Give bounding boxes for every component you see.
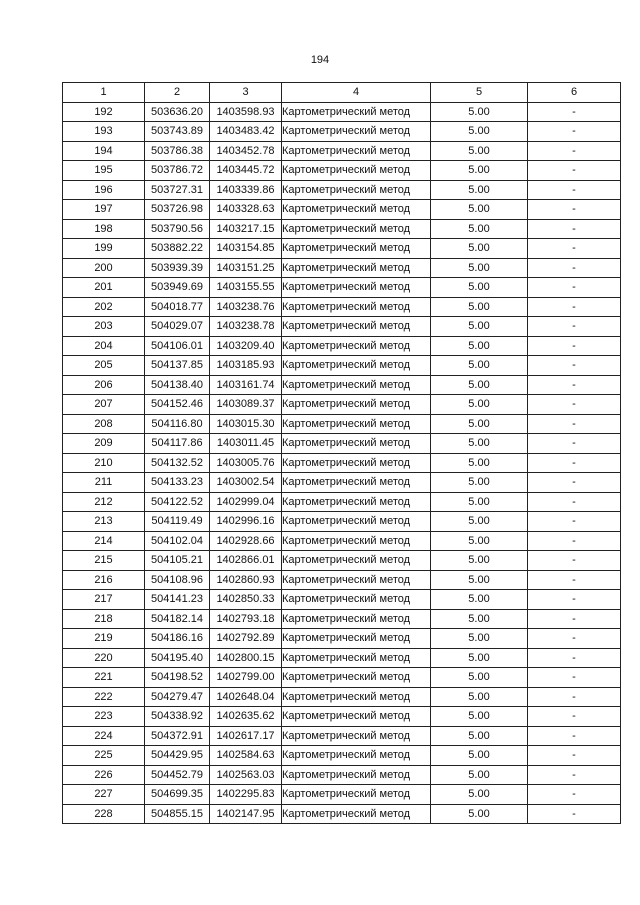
table-row xyxy=(63,375,621,395)
method-cell: Картометрический метод xyxy=(282,687,431,707)
point-number-cell: 225 xyxy=(63,746,145,766)
x-coordinate-cell: 504018.77 xyxy=(145,297,210,317)
method-cell: Картометрический метод xyxy=(282,239,431,259)
table-row xyxy=(63,434,621,454)
x-coordinate-cell: 504699.35 xyxy=(145,785,210,805)
point-number-cell: 196 xyxy=(63,180,145,200)
x-coordinate-cell: 504138.40 xyxy=(145,375,210,395)
method-cell: Картометрический метод xyxy=(282,590,431,610)
y-coordinate-cell: 1402295.83 xyxy=(210,785,282,805)
y-coordinate-cell: 1402584.63 xyxy=(210,746,282,766)
method-cell: Картометрический метод xyxy=(282,551,431,571)
x-coordinate-cell: 504133.23 xyxy=(145,473,210,493)
point-number-cell: 215 xyxy=(63,551,145,571)
accuracy-cell: 5.00 xyxy=(431,297,528,317)
point-number-cell: 210 xyxy=(63,453,145,473)
note-cell: - xyxy=(528,239,621,259)
point-number-cell: 211 xyxy=(63,473,145,493)
accuracy-cell: 5.00 xyxy=(431,395,528,415)
method-cell: Картометрический метод xyxy=(282,336,431,356)
note-cell: - xyxy=(528,278,621,298)
note-cell: - xyxy=(528,200,621,220)
point-number-cell: 212 xyxy=(63,492,145,512)
accuracy-cell: 5.00 xyxy=(431,804,528,824)
table-row xyxy=(63,239,621,259)
point-number-cell: 202 xyxy=(63,297,145,317)
y-coordinate-cell: 1403339.86 xyxy=(210,180,282,200)
note-cell: - xyxy=(528,434,621,454)
accuracy-cell: 5.00 xyxy=(431,512,528,532)
method-cell: Картометрический метод xyxy=(282,434,431,454)
table-row xyxy=(63,336,621,356)
method-cell: Картометрический метод xyxy=(282,219,431,239)
x-coordinate-cell: 503790.56 xyxy=(145,219,210,239)
table-row xyxy=(63,551,621,571)
table-row xyxy=(63,317,621,337)
note-cell: - xyxy=(528,512,621,532)
x-coordinate-cell: 504141.23 xyxy=(145,590,210,610)
x-coordinate-cell: 504137.85 xyxy=(145,356,210,376)
x-coordinate-cell: 503882.22 xyxy=(145,239,210,259)
note-cell: - xyxy=(528,414,621,434)
x-coordinate-cell: 504122.52 xyxy=(145,492,210,512)
note-cell: - xyxy=(528,395,621,415)
point-number-cell: 213 xyxy=(63,512,145,532)
method-cell: Картометрический метод xyxy=(282,512,431,532)
accuracy-cell: 5.00 xyxy=(431,258,528,278)
x-coordinate-cell: 503786.38 xyxy=(145,141,210,161)
table-row xyxy=(63,473,621,493)
note-cell: - xyxy=(528,707,621,727)
method-cell: Картометрический метод xyxy=(282,707,431,727)
table-body xyxy=(63,102,621,824)
method-cell: Картометрический метод xyxy=(282,414,431,434)
table-header-row xyxy=(63,83,621,103)
y-coordinate-cell: 1403483.42 xyxy=(210,122,282,142)
accuracy-cell: 5.00 xyxy=(431,356,528,376)
table-row xyxy=(63,804,621,824)
note-cell: - xyxy=(528,180,621,200)
method-cell: Картометрический метод xyxy=(282,648,431,668)
note-cell: - xyxy=(528,258,621,278)
accuracy-cell: 5.00 xyxy=(431,180,528,200)
x-coordinate-cell: 504106.01 xyxy=(145,336,210,356)
column-header: 6 xyxy=(528,83,621,103)
table-row xyxy=(63,629,621,649)
x-coordinate-cell: 504102.04 xyxy=(145,531,210,551)
table-row xyxy=(63,356,621,376)
accuracy-cell: 5.00 xyxy=(431,141,528,161)
y-coordinate-cell: 1402793.18 xyxy=(210,609,282,629)
accuracy-cell: 5.00 xyxy=(431,785,528,805)
point-number-cell: 192 xyxy=(63,102,145,122)
point-number-cell: 209 xyxy=(63,434,145,454)
x-coordinate-cell: 504182.14 xyxy=(145,609,210,629)
y-coordinate-cell: 1403238.78 xyxy=(210,317,282,337)
y-coordinate-cell: 1403452.78 xyxy=(210,141,282,161)
note-cell: - xyxy=(528,102,621,122)
note-cell: - xyxy=(528,687,621,707)
y-coordinate-cell: 1403002.54 xyxy=(210,473,282,493)
table-row xyxy=(63,531,621,551)
coordinates-table xyxy=(62,82,621,824)
point-number-cell: 206 xyxy=(63,375,145,395)
note-cell: - xyxy=(528,141,621,161)
y-coordinate-cell: 1403217.15 xyxy=(210,219,282,239)
column-header: 3 xyxy=(210,83,282,103)
method-cell: Картометрический метод xyxy=(282,297,431,317)
method-cell: Картометрический метод xyxy=(282,180,431,200)
y-coordinate-cell: 1402147.95 xyxy=(210,804,282,824)
y-coordinate-cell: 1403015.30 xyxy=(210,414,282,434)
note-cell: - xyxy=(528,765,621,785)
y-coordinate-cell: 1402799.00 xyxy=(210,668,282,688)
method-cell: Картометрический метод xyxy=(282,141,431,161)
x-coordinate-cell: 504108.96 xyxy=(145,570,210,590)
point-number-cell: 197 xyxy=(63,200,145,220)
column-header: 2 xyxy=(145,83,210,103)
table-row xyxy=(63,590,621,610)
method-cell: Картометрический метод xyxy=(282,375,431,395)
accuracy-cell: 5.00 xyxy=(431,219,528,239)
x-coordinate-cell: 504372.91 xyxy=(145,726,210,746)
table-row xyxy=(63,297,621,317)
y-coordinate-cell: 1403185.93 xyxy=(210,356,282,376)
accuracy-cell: 5.00 xyxy=(431,278,528,298)
accuracy-cell: 5.00 xyxy=(431,629,528,649)
method-cell: Картометрический метод xyxy=(282,668,431,688)
table-row xyxy=(63,278,621,298)
method-cell: Картометрический метод xyxy=(282,161,431,181)
point-number-cell: 228 xyxy=(63,804,145,824)
note-cell: - xyxy=(528,297,621,317)
point-number-cell: 207 xyxy=(63,395,145,415)
x-coordinate-cell: 504119.49 xyxy=(145,512,210,532)
accuracy-cell: 5.00 xyxy=(431,122,528,142)
table-row xyxy=(63,765,621,785)
point-number-cell: 217 xyxy=(63,590,145,610)
y-coordinate-cell: 1403154.85 xyxy=(210,239,282,259)
table-row xyxy=(63,453,621,473)
table-row xyxy=(63,180,621,200)
x-coordinate-cell: 504116.80 xyxy=(145,414,210,434)
accuracy-cell: 5.00 xyxy=(431,336,528,356)
x-coordinate-cell: 503949.69 xyxy=(145,278,210,298)
table-row xyxy=(63,785,621,805)
y-coordinate-cell: 1403445.72 xyxy=(210,161,282,181)
table-row xyxy=(63,668,621,688)
accuracy-cell: 5.00 xyxy=(431,726,528,746)
table-row xyxy=(63,648,621,668)
x-coordinate-cell: 504195.40 xyxy=(145,648,210,668)
accuracy-cell: 5.00 xyxy=(431,609,528,629)
page-number: 194 xyxy=(310,54,330,66)
method-cell: Картометрический метод xyxy=(282,200,431,220)
y-coordinate-cell: 1402792.89 xyxy=(210,629,282,649)
method-cell: Картометрический метод xyxy=(282,317,431,337)
accuracy-cell: 5.00 xyxy=(431,473,528,493)
accuracy-cell: 5.00 xyxy=(431,687,528,707)
point-number-cell: 222 xyxy=(63,687,145,707)
y-coordinate-cell: 1403011.45 xyxy=(210,434,282,454)
point-number-cell: 194 xyxy=(63,141,145,161)
table-row xyxy=(63,609,621,629)
note-cell: - xyxy=(528,161,621,181)
y-coordinate-cell: 1402635.62 xyxy=(210,707,282,727)
method-cell: Картометрический метод xyxy=(282,804,431,824)
note-cell: - xyxy=(528,648,621,668)
point-number-cell: 224 xyxy=(63,726,145,746)
x-coordinate-cell: 504429.95 xyxy=(145,746,210,766)
method-cell: Картометрический метод xyxy=(282,765,431,785)
method-cell: Картометрический метод xyxy=(282,356,431,376)
method-cell: Картометрический метод xyxy=(282,609,431,629)
note-cell: - xyxy=(528,473,621,493)
y-coordinate-cell: 1402928.66 xyxy=(210,531,282,551)
x-coordinate-cell: 503727.31 xyxy=(145,180,210,200)
method-cell: Картометрический метод xyxy=(282,531,431,551)
accuracy-cell: 5.00 xyxy=(431,590,528,610)
table-row xyxy=(63,746,621,766)
x-coordinate-cell: 503786.72 xyxy=(145,161,210,181)
y-coordinate-cell: 1402999.04 xyxy=(210,492,282,512)
point-number-cell: 221 xyxy=(63,668,145,688)
accuracy-cell: 5.00 xyxy=(431,746,528,766)
y-coordinate-cell: 1403155.55 xyxy=(210,278,282,298)
point-number-cell: 227 xyxy=(63,785,145,805)
point-number-cell: 226 xyxy=(63,765,145,785)
table-row xyxy=(63,512,621,532)
point-number-cell: 195 xyxy=(63,161,145,181)
x-coordinate-cell: 504105.21 xyxy=(145,551,210,571)
table-row xyxy=(63,570,621,590)
y-coordinate-cell: 1402563.03 xyxy=(210,765,282,785)
note-cell: - xyxy=(528,590,621,610)
y-coordinate-cell: 1402866.01 xyxy=(210,551,282,571)
point-number-cell: 219 xyxy=(63,629,145,649)
x-coordinate-cell: 504152.46 xyxy=(145,395,210,415)
table-row xyxy=(63,102,621,122)
note-cell: - xyxy=(528,609,621,629)
x-coordinate-cell: 503636.20 xyxy=(145,102,210,122)
x-coordinate-cell: 504029.07 xyxy=(145,317,210,337)
accuracy-cell: 5.00 xyxy=(431,317,528,337)
method-cell: Картометрический метод xyxy=(282,570,431,590)
method-cell: Картометрический метод xyxy=(282,122,431,142)
note-cell: - xyxy=(528,375,621,395)
table-row xyxy=(63,219,621,239)
point-number-cell: 218 xyxy=(63,609,145,629)
table-row xyxy=(63,395,621,415)
table-row xyxy=(63,414,621,434)
y-coordinate-cell: 1403238.76 xyxy=(210,297,282,317)
method-cell: Картометрический метод xyxy=(282,785,431,805)
note-cell: - xyxy=(528,492,621,512)
accuracy-cell: 5.00 xyxy=(431,707,528,727)
note-cell: - xyxy=(528,219,621,239)
y-coordinate-cell: 1403161.74 xyxy=(210,375,282,395)
note-cell: - xyxy=(528,317,621,337)
accuracy-cell: 5.00 xyxy=(431,434,528,454)
table-row xyxy=(63,492,621,512)
column-header: 1 xyxy=(63,83,145,103)
x-coordinate-cell: 503939.39 xyxy=(145,258,210,278)
note-cell: - xyxy=(528,122,621,142)
point-number-cell: 199 xyxy=(63,239,145,259)
point-number-cell: 208 xyxy=(63,414,145,434)
method-cell: Картометрический метод xyxy=(282,395,431,415)
accuracy-cell: 5.00 xyxy=(431,414,528,434)
accuracy-cell: 5.00 xyxy=(431,551,528,571)
note-cell: - xyxy=(528,726,621,746)
y-coordinate-cell: 1403005.76 xyxy=(210,453,282,473)
point-number-cell: 214 xyxy=(63,531,145,551)
note-cell: - xyxy=(528,336,621,356)
y-coordinate-cell: 1403328.63 xyxy=(210,200,282,220)
y-coordinate-cell: 1403089.37 xyxy=(210,395,282,415)
point-number-cell: 216 xyxy=(63,570,145,590)
note-cell: - xyxy=(528,356,621,376)
accuracy-cell: 5.00 xyxy=(431,648,528,668)
method-cell: Картометрический метод xyxy=(282,278,431,298)
point-number-cell: 223 xyxy=(63,707,145,727)
x-coordinate-cell: 504279.47 xyxy=(145,687,210,707)
method-cell: Картометрический метод xyxy=(282,473,431,493)
point-number-cell: 200 xyxy=(63,258,145,278)
note-cell: - xyxy=(528,531,621,551)
point-number-cell: 201 xyxy=(63,278,145,298)
note-cell: - xyxy=(528,804,621,824)
method-cell: Картометрический метод xyxy=(282,746,431,766)
point-number-cell: 205 xyxy=(63,356,145,376)
note-cell: - xyxy=(528,551,621,571)
point-number-cell: 203 xyxy=(63,317,145,337)
y-coordinate-cell: 1402800.15 xyxy=(210,648,282,668)
method-cell: Картометрический метод xyxy=(282,629,431,649)
x-coordinate-cell: 504186.16 xyxy=(145,629,210,649)
note-cell: - xyxy=(528,785,621,805)
x-coordinate-cell: 504338.92 xyxy=(145,707,210,727)
table-row xyxy=(63,122,621,142)
y-coordinate-cell: 1402996.16 xyxy=(210,512,282,532)
note-cell: - xyxy=(528,668,621,688)
x-coordinate-cell: 504452.79 xyxy=(145,765,210,785)
y-coordinate-cell: 1402860.93 xyxy=(210,570,282,590)
x-coordinate-cell: 504132.52 xyxy=(145,453,210,473)
table-row xyxy=(63,200,621,220)
note-cell: - xyxy=(528,453,621,473)
accuracy-cell: 5.00 xyxy=(431,161,528,181)
method-cell: Картометрический метод xyxy=(282,258,431,278)
method-cell: Картометрический метод xyxy=(282,492,431,512)
y-coordinate-cell: 1403598.93 xyxy=(210,102,282,122)
table-row xyxy=(63,707,621,727)
accuracy-cell: 5.00 xyxy=(431,375,528,395)
y-coordinate-cell: 1402648.04 xyxy=(210,687,282,707)
accuracy-cell: 5.00 xyxy=(431,102,528,122)
table-row xyxy=(63,161,621,181)
method-cell: Картометрический метод xyxy=(282,726,431,746)
x-coordinate-cell: 504855.15 xyxy=(145,804,210,824)
table-row xyxy=(63,141,621,161)
note-cell: - xyxy=(528,746,621,766)
table-row xyxy=(63,687,621,707)
note-cell: - xyxy=(528,570,621,590)
table-row xyxy=(63,258,621,278)
accuracy-cell: 5.00 xyxy=(431,570,528,590)
accuracy-cell: 5.00 xyxy=(431,668,528,688)
x-coordinate-cell: 504117.86 xyxy=(145,434,210,454)
column-header: 5 xyxy=(431,83,528,103)
x-coordinate-cell: 503743.89 xyxy=(145,122,210,142)
column-header: 4 xyxy=(282,83,431,103)
accuracy-cell: 5.00 xyxy=(431,239,528,259)
table-row xyxy=(63,726,621,746)
point-number-cell: 198 xyxy=(63,219,145,239)
point-number-cell: 204 xyxy=(63,336,145,356)
method-cell: Картометрический метод xyxy=(282,453,431,473)
x-coordinate-cell: 504198.52 xyxy=(145,668,210,688)
note-cell: - xyxy=(528,629,621,649)
y-coordinate-cell: 1403151.25 xyxy=(210,258,282,278)
y-coordinate-cell: 1402617.17 xyxy=(210,726,282,746)
accuracy-cell: 5.00 xyxy=(431,453,528,473)
y-coordinate-cell: 1403209.40 xyxy=(210,336,282,356)
accuracy-cell: 5.00 xyxy=(431,765,528,785)
accuracy-cell: 5.00 xyxy=(431,200,528,220)
y-coordinate-cell: 1402850.33 xyxy=(210,590,282,610)
accuracy-cell: 5.00 xyxy=(431,531,528,551)
method-cell: Картометрический метод xyxy=(282,102,431,122)
point-number-cell: 193 xyxy=(63,122,145,142)
point-number-cell: 220 xyxy=(63,648,145,668)
x-coordinate-cell: 503726.98 xyxy=(145,200,210,220)
accuracy-cell: 5.00 xyxy=(431,492,528,512)
